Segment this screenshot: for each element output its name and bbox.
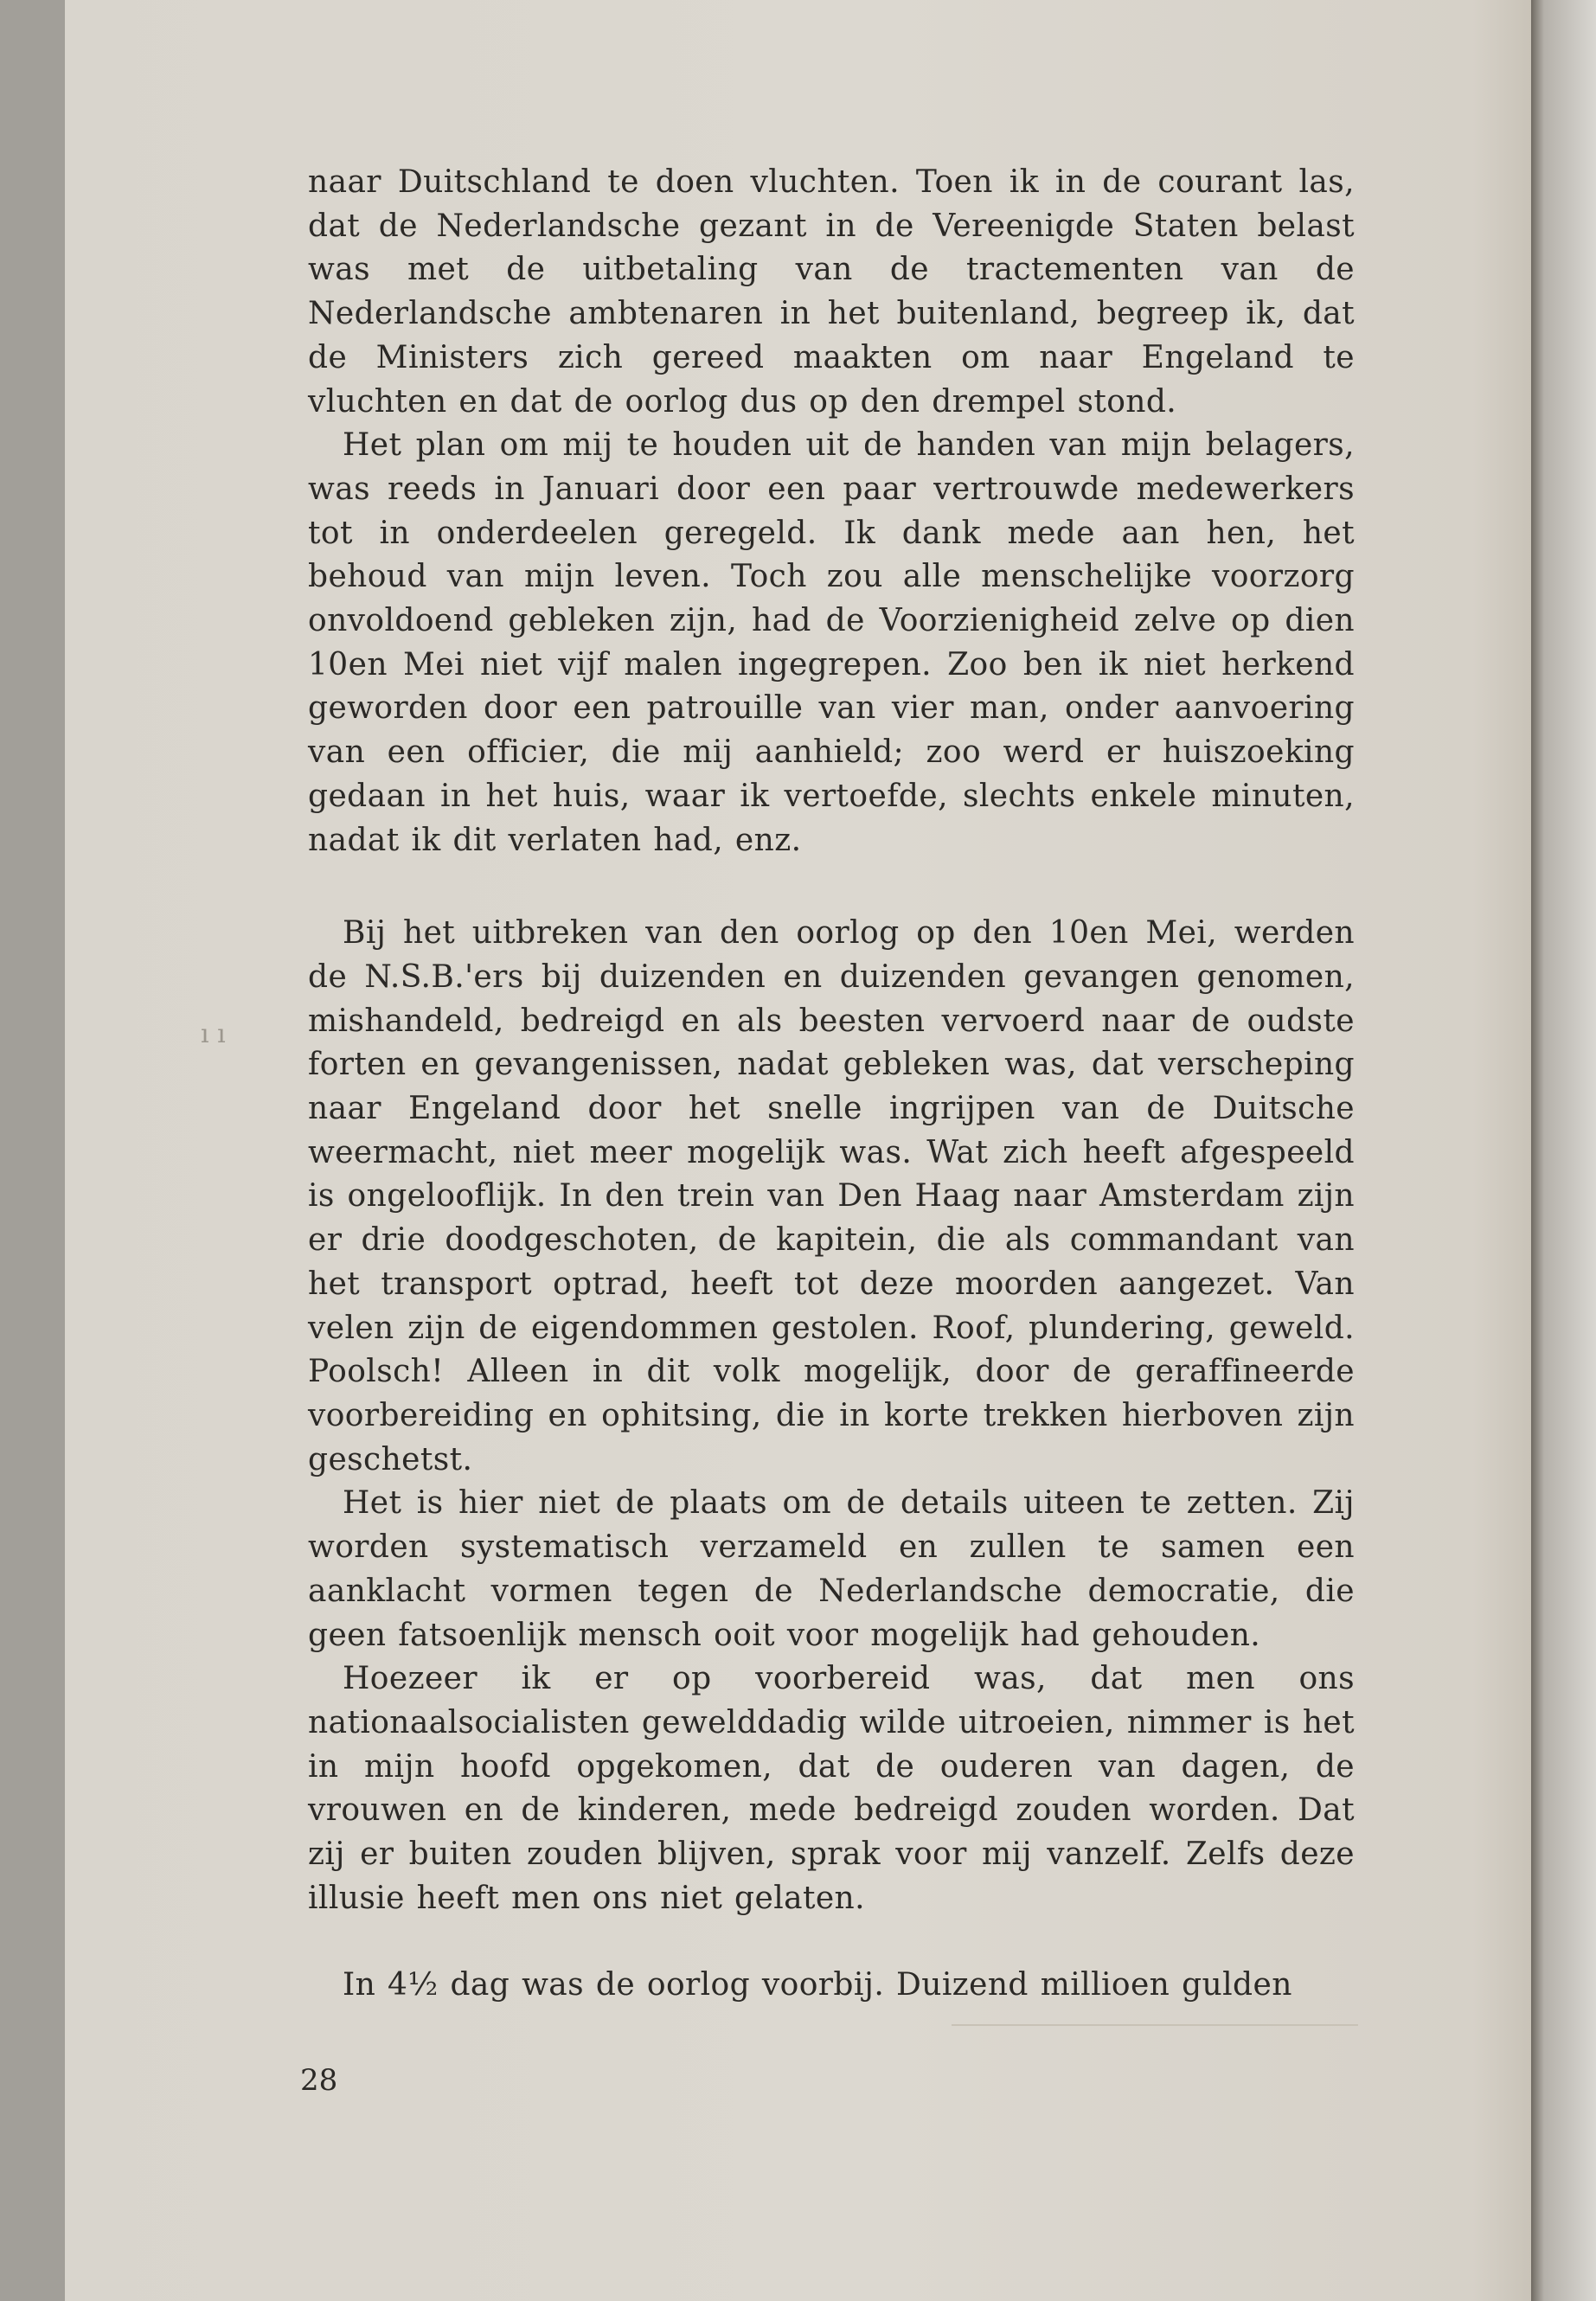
page-number: 28 [300,2063,338,2098]
faint-rule-line [952,2024,1358,2026]
body-text [308,161,1355,2008]
margin-pencil-mark: ı ı [201,1019,226,1049]
section-gap [308,862,1355,912]
paragraph-6: In 4½ dag was de oorlog voorbij. Duizend millioen gulden [343,1967,1292,2003]
section-gap [308,1920,1355,1964]
page-edge-shadow [1531,0,1596,2301]
paragraph-5: Hoezeer ik er op voorbereid was, dat men ons nationaalsocialisten gewelddadig wilde uitroeien, nimmer is het in mijn hoofd opgekomen, dat de ouderen van dagen, de vrouwen en de kinderen, mede bedreigd zouden worden. Dat zij er buiten zouden blijven, sprak voor mij vanzelf. Zelfs deze illusie heeft men ons niet gelaten. [308,1661,1355,1916]
paragraph-2: Het plan om mij te houden uit de handen van mijn belagers, was reeds in Januari door een paar vertrouwde medewerkers tot in onderdeelen geregeld. Ik dank mede aan hen, het behoud van mijn leven. Toch zou alle menschelijke voorzorg onvoldoend gebleken zijn, had de Voorzienigheid zelve op dien 10en Mei niet vijf malen ingegrepen. Zoo ben ik niet herkend geworden door een patrouille van vier man, onder aanvoering van een officier, die mij aanhield; zoo werd er huiszoeking gedaan in het huis, waar ik vertoefde, slechts enkele minuten, nadat ik dit verlaten had, enz. [308,427,1355,858]
paragraph-1: naar Duitschland te doen vluchten. Toen ik in de courant las, dat de Nederlandsche gezant in de Vereenigde Staten belast was met de uitbetaling van de tractementen van de Nederlandsche ambtenaren in het buitenland, begreep ik, dat de Ministers zich gereed maakten om naar Engeland te vluchten en dat de oorlog dus op den drempel stond. [308,164,1355,420]
paragraph-4: Het is hier niet de plaats om de details uiteen te zetten. Zij worden systematisch verzameld en zullen te samen een aanklacht vormen tegen de Nederlandsche democratie, die geen fatsoenlijk mensch ooit voor mogelijk had gehouden. [308,1485,1355,1653]
paragraph-3: Bij het uitbreken van den oorlog op den 10en Mei, werden de N.S.B.'ers bij duizenden en duizenden gevangen genomen, mishandeld, bedreigd en als beesten vervoerd naar de oudste forten en gevangenissen, nadat gebleken was, dat verscheping naar Engeland door het snelle ingrijpen van de Duitsche weermacht, niet meer mogelijk was. Wat zich heeft afgespeeld is ongelooflijk. In den trein van Den Haag naar Amsterdam zijn er drie doodgeschoten, de kapitein, die als commandant van het transport optrad, heeft tot deze moorden aangezet. Van velen zijn de eigendommen gestolen. Roof, plundering, geweld. Poolsch! Alleen in dit volk mogelijk, door de geraffineerde voorbereiding en ophitsing, die in korte trekken hierboven zijn geschetst. [308,915,1355,1477]
